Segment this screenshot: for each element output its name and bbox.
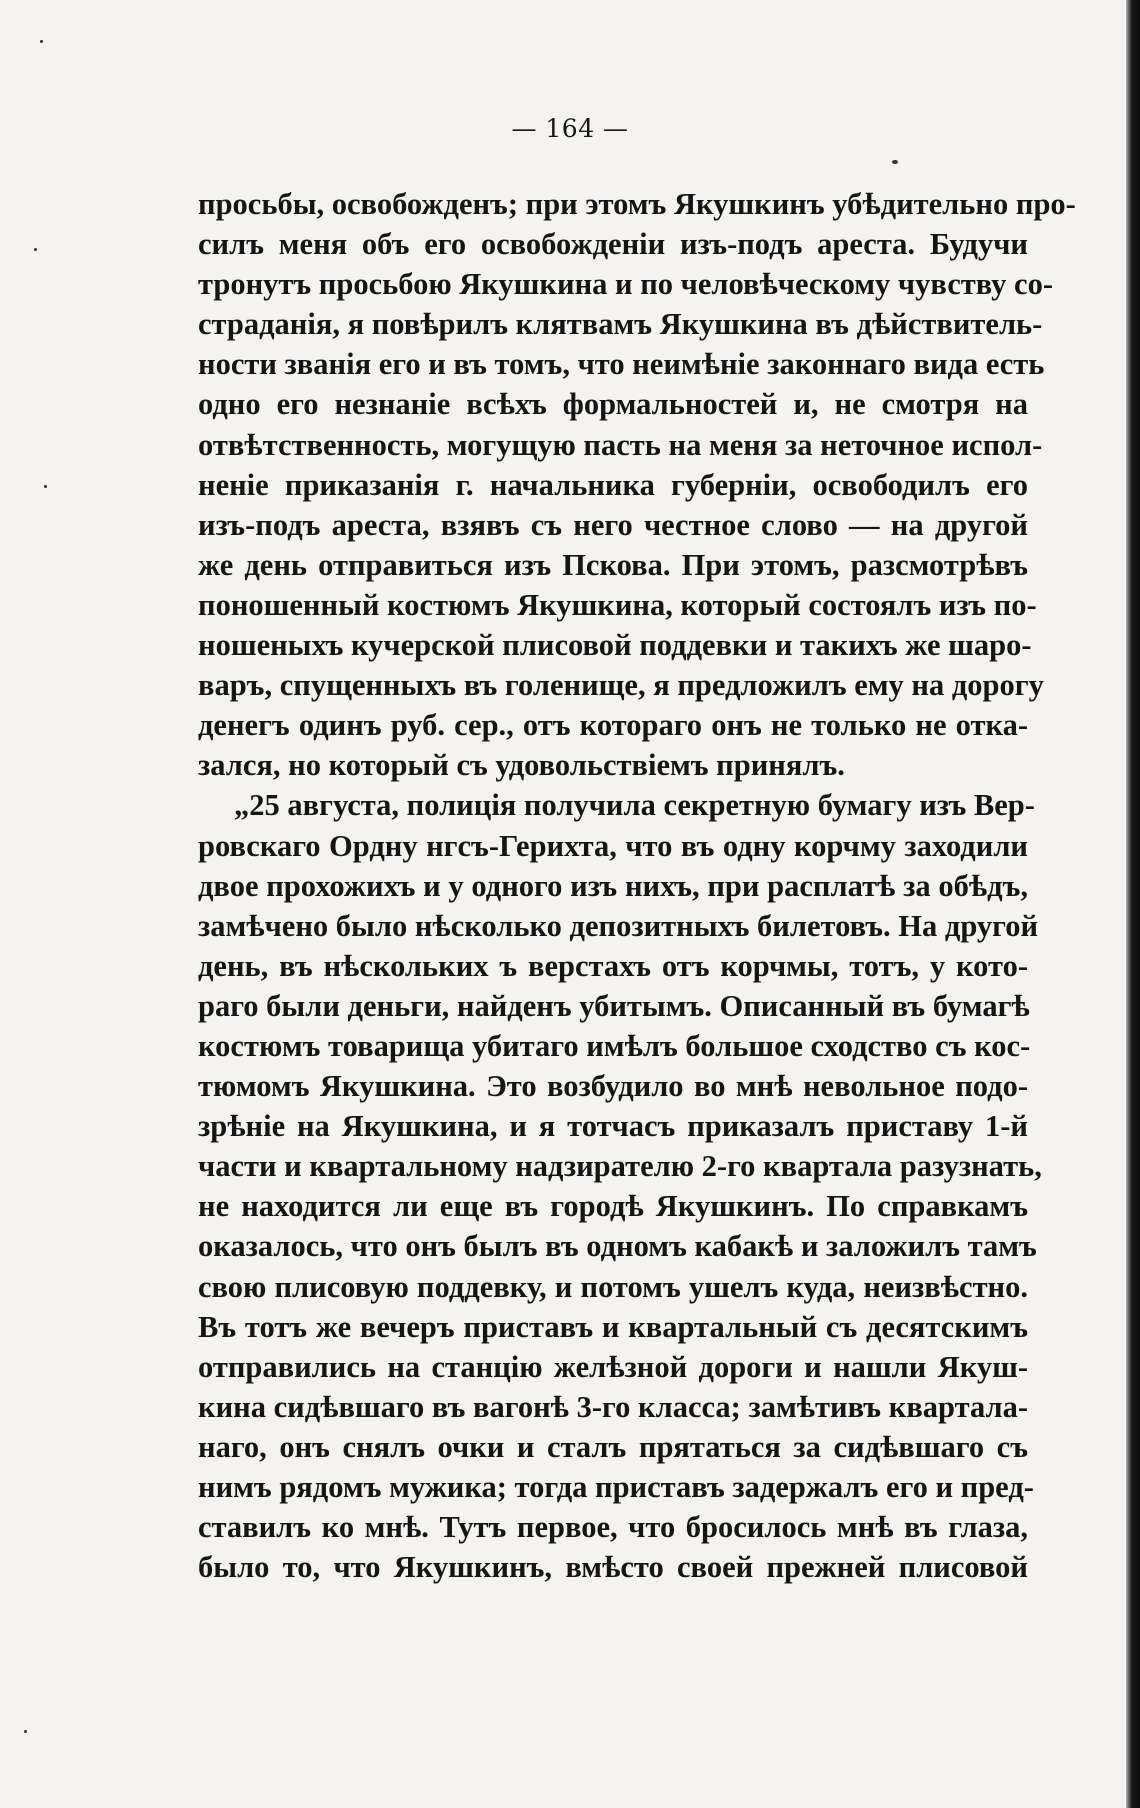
text-line: зался, но который съ удовольствіемъ принялъ.	[198, 748, 845, 783]
text-line: страданія, я повѣрилъ клятвамъ Якушкина въ дѣйствитель-	[198, 307, 1043, 342]
text-line: ности званія его и въ томъ, что неимѣніе законнаго вида есть	[198, 347, 1045, 382]
text-line: отвѣтственность, могущую пасть на меня за неточное испол-	[198, 427, 1043, 462]
text-line: части и квартальному надзирателю 2-го квартала разузнать,	[198, 1149, 1042, 1184]
text-line: одно его незнаніе всѣхъ формальностей и, не смотря на	[198, 387, 1028, 422]
text-line: оказалось, что онъ былъ въ одномъ кабакѣ и заложилъ тамъ	[198, 1229, 1037, 1264]
text-line: неніе приказанія г. начальника губерніи, освободилъ его	[198, 467, 1028, 502]
text-line: ровскаго Ордну нгсъ-Герихта, что въ одну корчму заходили	[198, 828, 1028, 863]
text-line: варъ, спущенныхъ въ голенище, я предложилъ ему на дорогу	[198, 668, 1044, 703]
text-line: костюмъ товарища убитаго имѣлъ большое сходство съ кос-	[198, 1028, 1031, 1063]
text-line: „25 августа, полиція получила секретную бумагу изъ Вер-	[234, 788, 1035, 823]
text-line: не находится ли еще въ городѣ Якушкинъ. По справкамъ	[198, 1189, 1028, 1224]
scan-speck	[24, 1730, 27, 1733]
text-line: двое прохожихъ и у одного изъ нихъ, при расплатѣ за обѣдъ,	[198, 868, 1028, 903]
text-line: денегъ одинъ руб. сер., отъ котораго онъ не только не отка-	[198, 708, 1028, 743]
text-line: свою плисовую поддевку, и потомъ ушелъ куда, неизвѣстно.	[198, 1269, 1028, 1304]
text-line: силъ меня объ его освобожденіи изъ-подъ ареста. Будучи	[198, 227, 1028, 262]
scan-speck	[892, 160, 898, 164]
text-line: поношенный костюмъ Якушкина, который состоялъ изъ по-	[198, 587, 1037, 622]
text-line: Въ тотъ же вечеръ приставъ и квартальный съ десятскимъ	[198, 1309, 1028, 1344]
scan-speck	[34, 248, 37, 251]
text-line: отправились на станцію желѣзной дороги и нашли Якуш-	[198, 1349, 1028, 1384]
text-line: день, въ нѣскольких ъ верстахъ отъ корчмы, тотъ, у кото-	[198, 948, 1028, 983]
text-line: раго были деньги, найденъ убитымъ. Описанный въ бумагѣ	[198, 988, 1030, 1023]
text-line: замѣчено было нѣсколько депозитныхъ билетовъ. На другой	[198, 908, 1039, 943]
text-line: изъ-подъ ареста, взявъ съ него честное слово — на другой	[198, 507, 1028, 542]
text-line: нимъ рядомъ мужика; тогда приставъ задержалъ его и пред-	[198, 1470, 1034, 1504]
text-line: было то, что Якушкинъ, вмѣсто своей прежней плисовой	[198, 1550, 1028, 1585]
text-line: ставилъ ко мнѣ. Тутъ первое, что бросилось мнѣ въ глаза,	[198, 1510, 1028, 1545]
page-edge-shadow	[1126, 0, 1140, 1808]
text-line: тюмомъ Якушкина. Это возбудило во мнѣ невольное подо-	[198, 1069, 1028, 1104]
text-line: кина сидѣвшаго въ вагонѣ 3-го класса; замѣтивъ квартала-	[198, 1389, 1028, 1424]
text-line: просьбы, освобожденъ; при этомъ Якушкинъ убѣдительно про-	[198, 187, 1076, 221]
text-line: тронутъ просьбою Якушкина и по человѣческому чувству со-	[198, 267, 1053, 302]
body-text	[198, 184, 1076, 1587]
text-line: наго, онъ снялъ очки и сталъ прятаться за сидѣвшаго съ	[198, 1429, 1028, 1464]
text-line: зрѣніе на Якушкина, и я тотчасъ приказалъ приставу 1-й	[198, 1109, 1028, 1144]
page-number: — 164 —	[511, 114, 629, 143]
text-line: ношеныхъ кучерской плисовой поддевки и такихъ же шаро-	[198, 628, 1032, 663]
scan-speck	[44, 485, 47, 488]
text-line: же день отправиться изъ Пскова. При этомъ, разсмотрѣвъ	[198, 547, 1028, 582]
scan-speck	[40, 40, 43, 43]
